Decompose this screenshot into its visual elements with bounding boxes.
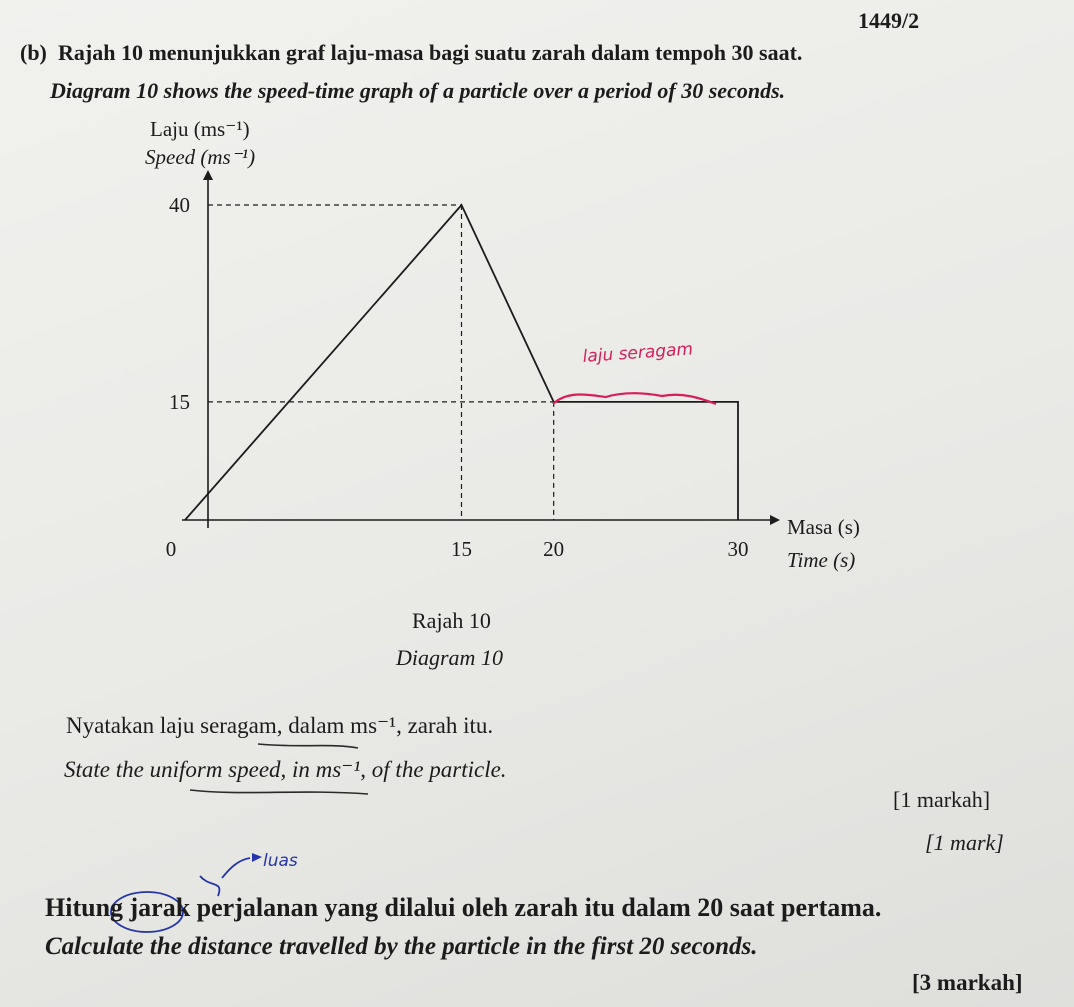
paper-code: 1449/2 (858, 8, 920, 33)
part-i-text-malay: Nyatakan laju seragam, dalam ms⁻¹, zarah itu. (66, 713, 494, 738)
x-axis-arrow (770, 515, 780, 525)
part-ii-text-english: Calculate the distance travelled by the particle in the first 20 seconds. (45, 933, 758, 960)
handwritten-annotation (553, 339, 716, 404)
handwritten-uniform-speed: laju seragam (581, 339, 694, 367)
y-axis-label-malay: Laju (ms⁻¹) (150, 117, 250, 141)
question-part-label: (b) (20, 40, 47, 65)
handwritten-arrow (222, 858, 250, 878)
tick-labels (166, 193, 749, 561)
part-ii-marks-malay: [3 markah] (912, 970, 1023, 995)
question-text-english: Diagram 10 shows the speed-time graph of a particle over a period of 30 seconds. (50, 78, 786, 103)
y-axis-label-english: Speed (ms⁻¹) (145, 145, 256, 169)
handwritten-area-word: luas (263, 851, 298, 871)
x-tick-0: 0 (165, 537, 177, 561)
x-axis-label-malay: Masa (s) (787, 515, 860, 539)
y-axis-arrow (203, 170, 213, 180)
diagram-caption-malay: Rajah 10 (412, 608, 491, 633)
x-tick-30: 30 (727, 537, 749, 561)
x-tick-15: 15 (451, 537, 472, 561)
question-text-malay: Rajah 10 menunjukkan graf laju-masa bagi suatu zarah dalam tempoh 30 saat. (58, 40, 803, 65)
diagram-caption-english: Diagram 10 (396, 645, 503, 670)
x-tick-20: 20 (543, 537, 565, 561)
part-i-text-english: State the uniform speed, in ms⁻¹, of the particle. (64, 757, 507, 782)
dashed-guides (208, 205, 554, 520)
y-tick-15: 15 (169, 389, 190, 414)
y-tick-40: 40 (169, 193, 190, 217)
underline-uniform-speed-english (190, 790, 368, 794)
part-i-marks-english: [1 mark] (925, 830, 1004, 855)
part-ii-text-malay: Hitung jarak perjalanan yang dilalui oleh zarah itu dalam 20 saat pertama. (45, 893, 882, 922)
x-axis-label-english: Time (s) (787, 548, 856, 572)
underline-uniform-speed-malay (258, 744, 358, 748)
part-i-marks-malay: [1 markah] (893, 787, 991, 812)
